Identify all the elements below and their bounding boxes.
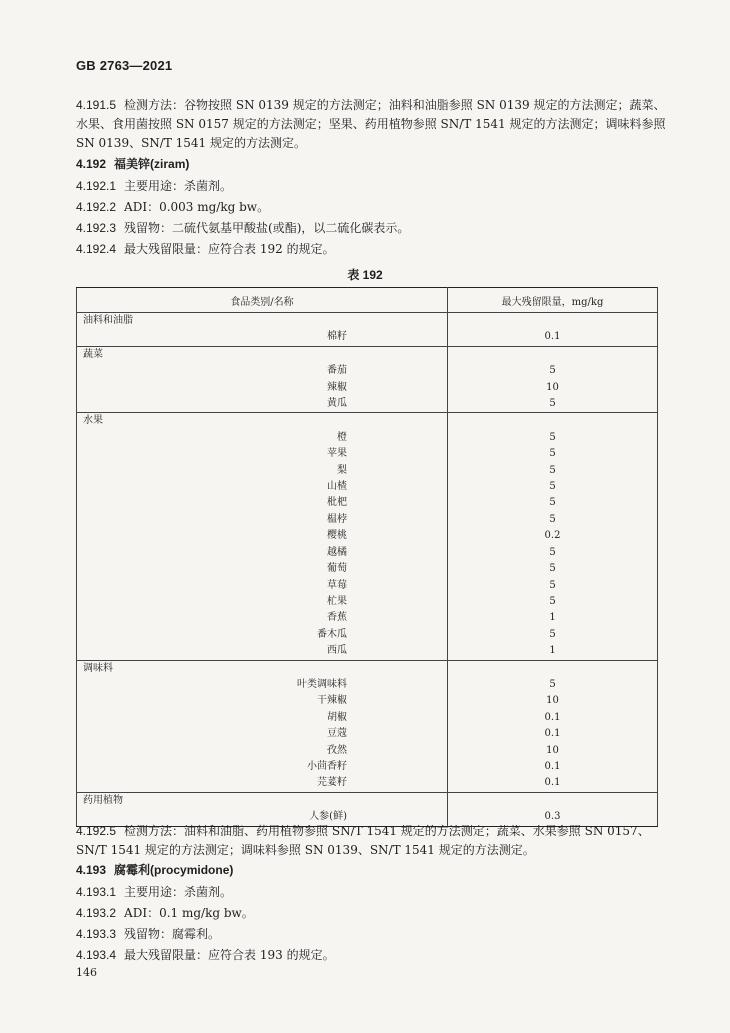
- mrl-value-cell: 5: [549, 579, 556, 591]
- clause-text: 最大残留限量：应符合表 192 的规定。: [124, 242, 335, 256]
- mrl-value-cell: 1: [448, 643, 658, 660]
- empty-cell: [448, 792, 658, 809]
- table-row: [77, 363, 658, 379]
- mrl-value-cell: 5: [549, 481, 556, 493]
- column-header-food: 食品类别/名称: [77, 288, 448, 313]
- table-row: [77, 643, 658, 660]
- mrl-value-cell: 10: [546, 744, 559, 756]
- table-body: [77, 313, 658, 827]
- food-name-cell: 西瓜: [77, 643, 448, 660]
- table-row: [77, 561, 658, 577]
- food-name-cell: 人参(鲜): [77, 809, 448, 826]
- mrl-table-192: [76, 287, 658, 827]
- mrl-value-cell: 5: [549, 365, 556, 377]
- table-row: [77, 627, 658, 643]
- table-row: [77, 380, 658, 396]
- clause-text: 检测方法：油料和油脂、药用植物参照 SN/T 1541 规定的方法测定；蔬菜、水果参照 SN 0157、SN/T 1541 规定的方法测定；调味料参照 SN 0139、SN/T 1541 规定的方法测定。: [76, 824, 650, 857]
- table-row: [77, 594, 658, 610]
- food-name-cell: 香蕉: [77, 610, 448, 626]
- mrl-value-cell: 5: [549, 678, 556, 690]
- table-row: [77, 528, 658, 544]
- mrl-value-cell: 0.1: [448, 329, 658, 346]
- table-row: [77, 430, 658, 446]
- section-title: 腐霉利(procymidone): [114, 863, 234, 877]
- mrl-value-cell: 0.1: [544, 760, 561, 772]
- clause-number: 4.192.1: [76, 179, 117, 193]
- para-4-191-5: [76, 96, 666, 153]
- food-name-cell: 番茄: [77, 363, 448, 379]
- food-name-cell: 干辣椒: [77, 693, 448, 709]
- standard-id-header: GB 2763—2021: [76, 58, 173, 73]
- mrl-value-cell: 5: [549, 628, 556, 640]
- mrl-value-cell: 5: [549, 546, 556, 558]
- food-name-cell: 越橘: [77, 545, 448, 561]
- heading-4-192: [76, 155, 666, 174]
- mrl-value-cell: 5: [549, 513, 556, 525]
- mrl-value-cell: 0.3: [544, 811, 561, 823]
- category-cell: 药用植物: [77, 792, 448, 809]
- para-4-192-1: [76, 177, 666, 196]
- category-row: [77, 346, 658, 363]
- food-name-cell: 胡椒: [77, 710, 448, 726]
- table-row: [77, 759, 658, 775]
- table-row: [77, 479, 658, 495]
- mrl-value-cell: 10: [546, 381, 559, 393]
- category-row: [77, 660, 658, 677]
- clause-number: 4.193: [76, 863, 107, 877]
- food-name-cell: 杧果: [77, 594, 448, 610]
- category-cell: 油料和油脂: [77, 313, 448, 330]
- table-row: [77, 693, 658, 709]
- clause-text: 最大残留限量：应符合表 193 的规定。: [124, 948, 335, 962]
- category-row: [77, 313, 658, 330]
- food-name-cell: 黄瓜: [77, 396, 448, 413]
- para-4-192-5: [76, 822, 666, 860]
- mrl-value-cell: 5: [549, 563, 556, 575]
- food-name-cell: 孜然: [77, 743, 448, 759]
- clause-text: 检测方法：谷物按照 SN 0139 规定的方法测定；油料和油脂参照 SN 0139 规定的方法测定；蔬菜、水果、食用菌按照 SN 0157 规定的方法测定；坚果、药用植物参照 SN/T 1541 规定的方法测定；调味料参照 SN 0139、SN/T 1541 规定的方法测定。: [76, 98, 666, 150]
- table-row: [77, 726, 658, 742]
- section-title: 福美锌(ziram): [114, 157, 190, 171]
- para-4-193-4: [76, 946, 666, 965]
- empty-cell: [448, 660, 658, 677]
- mrl-value-cell: 10: [546, 695, 559, 707]
- table-row: [77, 677, 658, 693]
- category-row: [77, 792, 658, 809]
- mrl-value-cell: 5: [549, 448, 556, 460]
- mrl-value-cell: 5: [549, 497, 556, 509]
- clause-number: 4.192.5: [76, 824, 117, 838]
- table-caption: 表 192: [347, 268, 383, 282]
- table-row: [77, 775, 658, 792]
- table-row: [77, 446, 658, 462]
- food-name-cell: 橙: [77, 430, 448, 446]
- para-4-192-2: [76, 198, 666, 217]
- para-4-193-3: [76, 925, 666, 944]
- food-name-cell: 樱桃: [77, 528, 448, 544]
- empty-cell: [448, 313, 658, 330]
- food-name-cell: 榅桲: [77, 512, 448, 528]
- clause-number: 4.193.3: [76, 927, 117, 941]
- mrl-value-cell: 1: [549, 612, 556, 624]
- clause-number: 4.193.2: [76, 906, 117, 920]
- table-row: [77, 610, 658, 626]
- mrl-value-cell: 0.1: [544, 728, 561, 740]
- food-name-cell: 山楂: [77, 479, 448, 495]
- category-cell: 水果: [77, 413, 448, 430]
- empty-cell: [448, 346, 658, 363]
- para-4-192-4: [76, 240, 666, 259]
- table-row: [77, 545, 658, 561]
- mrl-value-cell: 5: [549, 595, 556, 607]
- food-name-cell: 葡萄: [77, 561, 448, 577]
- food-name-cell: 梨: [77, 463, 448, 479]
- category-cell: 调味料: [77, 660, 448, 677]
- clause-number: 4.192.2: [76, 200, 117, 214]
- heading-4-193: [76, 861, 666, 880]
- clause-number: 4.193.1: [76, 885, 117, 899]
- food-name-cell: 番木瓜: [77, 627, 448, 643]
- column-header-mrl: 最大残留限量，mg/kg: [448, 288, 658, 313]
- table-row: [77, 463, 658, 479]
- clause-text: ADI：0.003 mg/kg bw。: [124, 200, 270, 214]
- food-name-cell: 棉籽: [77, 329, 448, 346]
- table-row: [77, 710, 658, 726]
- mrl-value-cell: 0.1: [448, 775, 658, 792]
- table-header-row: [77, 288, 658, 313]
- mrl-value-cell: 0.2: [544, 530, 561, 542]
- category-cell: 蔬菜: [77, 346, 448, 363]
- mrl-value-cell: 5: [549, 431, 556, 443]
- food-name-cell: 小茴香籽: [77, 759, 448, 775]
- empty-cell: [448, 413, 658, 430]
- food-name-cell: 草莓: [77, 578, 448, 594]
- table-row: [77, 329, 658, 346]
- table-row: [77, 495, 658, 511]
- table-row: [77, 396, 658, 413]
- clause-number: 4.192.3: [76, 221, 117, 235]
- mrl-value-cell: 0.1: [544, 711, 561, 723]
- clause-text: ADI：0.1 mg/kg bw。: [124, 906, 254, 920]
- food-name-cell: 枇杷: [77, 495, 448, 511]
- para-4-193-1: [76, 883, 666, 902]
- clause-number: 4.192.4: [76, 242, 117, 256]
- mrl-value-cell: 5: [549, 464, 556, 476]
- clause-text: 残留物：二硫代氨基甲酸盐(或酯)，以二硫化碳表示。: [124, 221, 410, 235]
- clause-text: 主要用途：杀菌剂。: [124, 179, 233, 193]
- para-4-193-2: [76, 904, 666, 923]
- food-name-cell: 叶类调味料: [77, 677, 448, 693]
- food-name-cell: 辣椒: [77, 380, 448, 396]
- clause-number: 4.193.4: [76, 948, 117, 962]
- table-row: [77, 578, 658, 594]
- category-row: [77, 413, 658, 430]
- clause-text: 主要用途：杀菌剂。: [124, 885, 233, 899]
- clause-text: 残留物：腐霉利。: [124, 927, 221, 941]
- table-row: [77, 743, 658, 759]
- clause-number: 4.192: [76, 157, 107, 171]
- clause-number: 4.191.5: [76, 98, 117, 112]
- table-row: [77, 512, 658, 528]
- mrl-value-cell: 5: [448, 396, 658, 413]
- para-4-192-3: [76, 219, 666, 238]
- food-name-cell: 苹果: [77, 446, 448, 462]
- food-name-cell: 芫荽籽: [77, 775, 448, 792]
- food-name-cell: 豆蔻: [77, 726, 448, 742]
- page-number: 146: [76, 966, 97, 979]
